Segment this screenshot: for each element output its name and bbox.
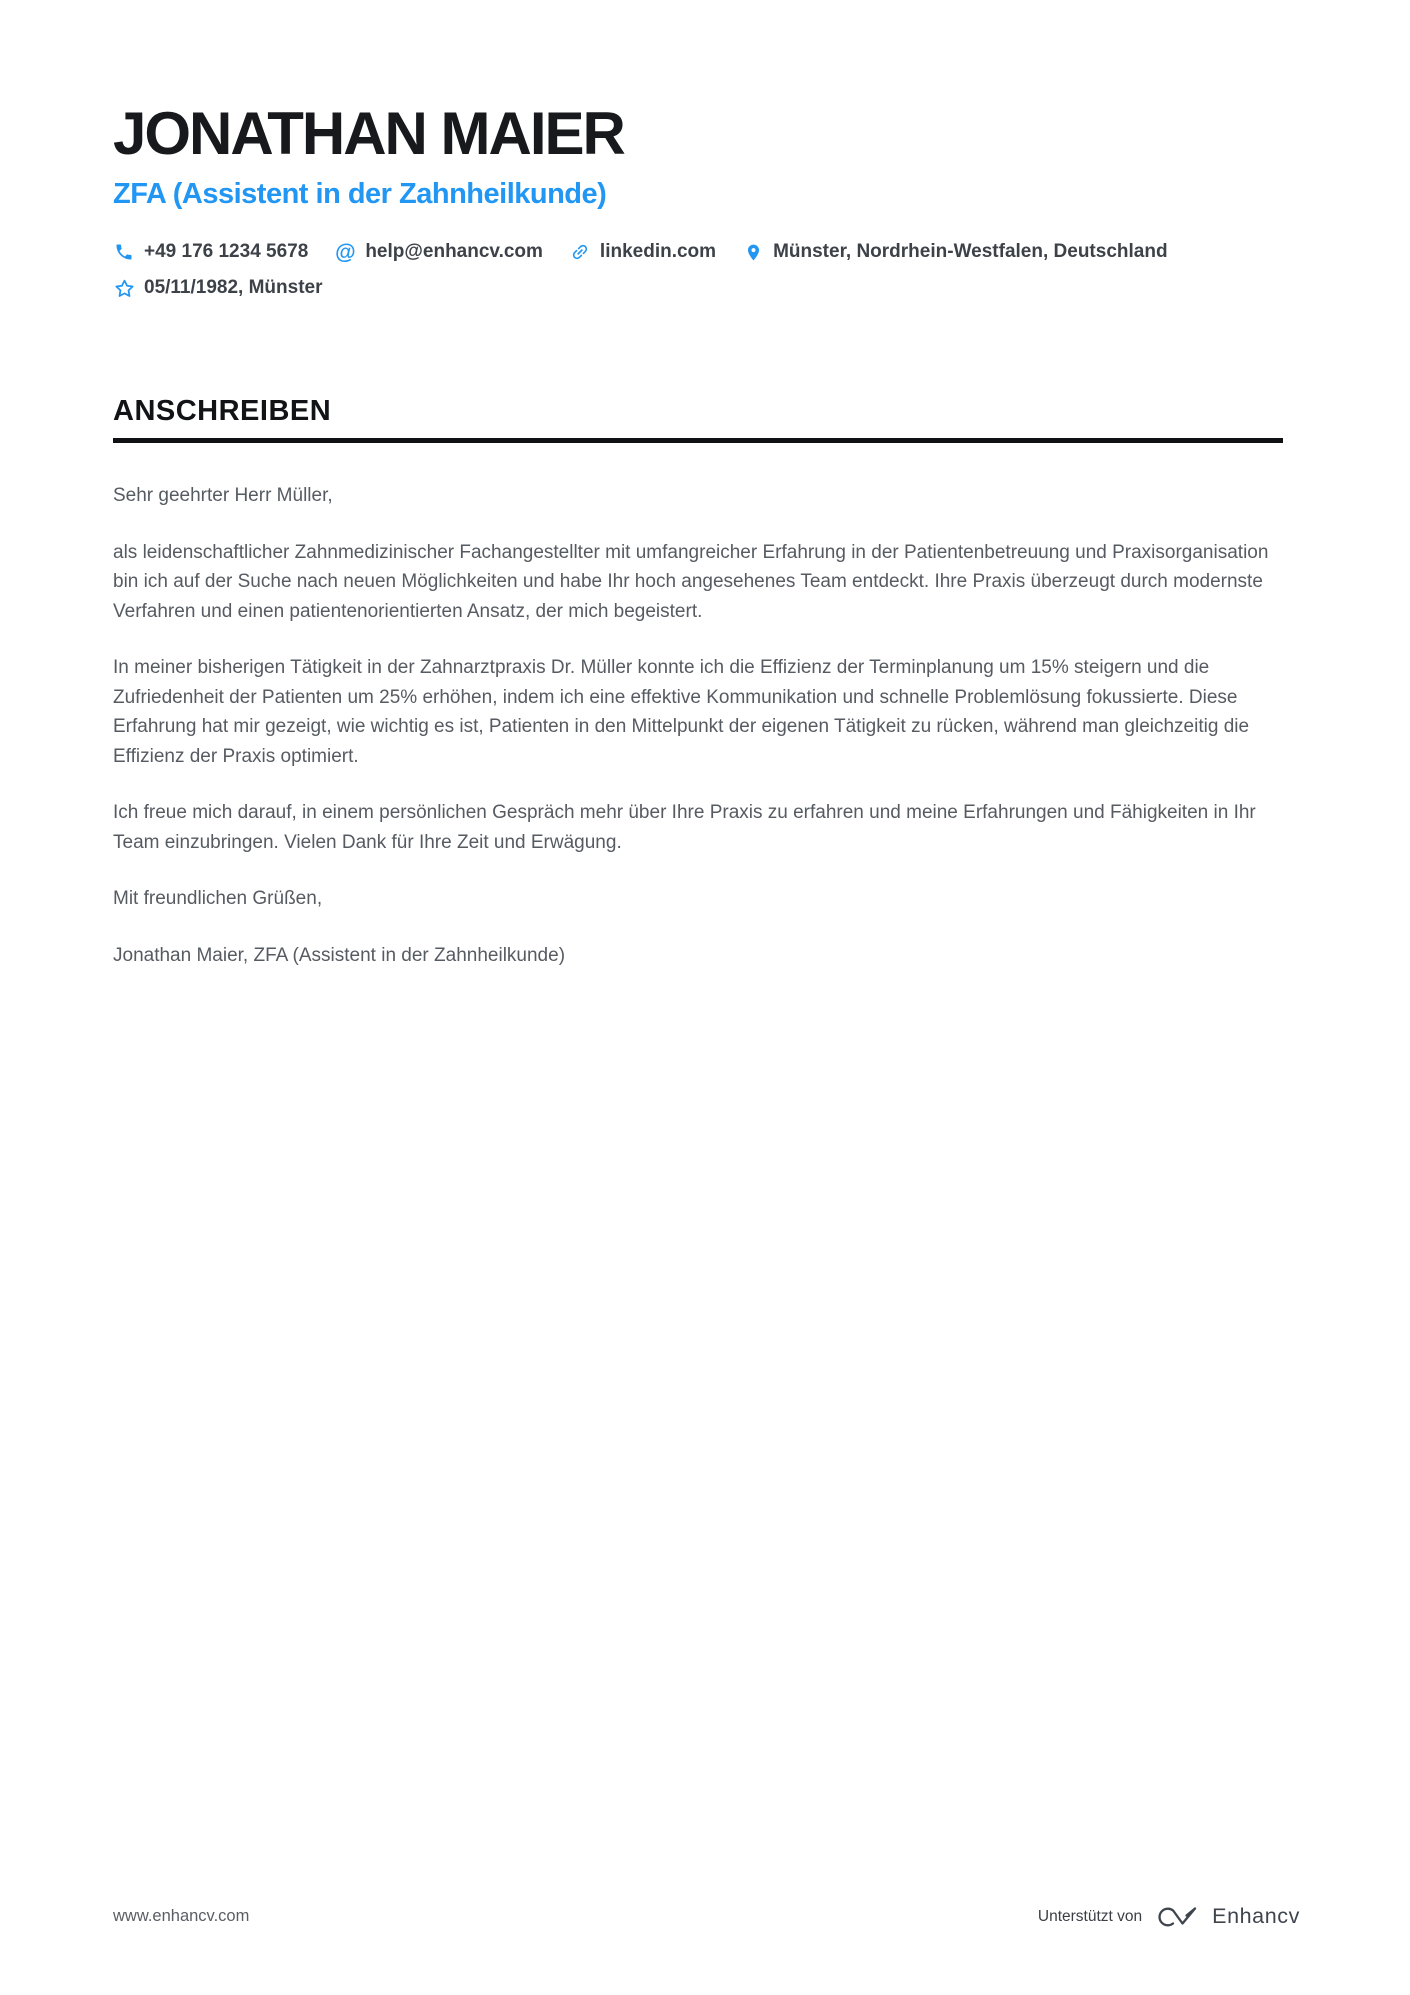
letter-paragraph: als leidenschaftlicher Zahnmedizinischer Fachangestellter mit umfangreicher Erfahrung in der Patientenbetreuung und Praxisorganisation bin ich auf der Suche nach neuen Möglichkeiten und habe Ihr hoch angesehenes Team entdeckt. Ihre Praxis überzeugt durch modernste Verfahren und einen patientenorientierten Ansatz, der mich begeistert. [113, 541, 1269, 622]
letter-signature: Jonathan Maier, ZFA (Assistent in der Zahnheilkunde) [113, 944, 566, 966]
letter-paragraph: In meiner bisherigen Tätigkeit in der Zahnarztpraxis Dr. Müller konnte ich die Effizienz der Terminplanung um 15% steigern und die Zufriedenheit der Patienten um 25% erhöhen, indem ich eine effektive Kommunikation und schnelle Problemlösung fokussierte. Diese Erfahrung hat mir gezeigt, wie wichtig es ist, Patienten in den Mittelpunkt der eigenen Tätigkeit zu rücken, während man gleichzeitig die Effizienz der Praxis optimiert. [113, 657, 1250, 767]
star-icon [113, 277, 135, 299]
phone-icon [113, 241, 135, 263]
contact-row-2 [113, 277, 1283, 299]
location-icon [742, 241, 764, 263]
page-content [0, 0, 1410, 970]
letter-closing: Mit freundlichen Grüßen, [113, 888, 323, 909]
contact-email-label: help@enhancv.com [365, 241, 543, 262]
person-name: JONATHAN MAIER [113, 100, 624, 167]
contact-linkedin[interactable] [569, 241, 716, 263]
contact-location-label: Münster, Nordrhein-Westfalen, Deutschland [773, 241, 1168, 262]
footer-website-link[interactable]: www.enhancv.com [113, 1907, 250, 1925]
contact-phone [113, 241, 308, 263]
letter-body [113, 481, 1283, 970]
contact-linkedin-label: linkedin.com [599, 241, 717, 262]
footer-brand-group[interactable] [1038, 1904, 1300, 1929]
footer-attribution-label: Unterstützt von [1037, 1907, 1143, 1925]
email-icon: @ [335, 240, 356, 264]
enhancv-wordmark: Enhancv [1212, 1904, 1300, 1928]
contact-email[interactable] [334, 241, 543, 263]
contact-birthdate-label: 05/11/1982, Münster [144, 277, 323, 298]
contact-location [742, 241, 1167, 263]
contact-row-1 [113, 241, 1283, 263]
link-icon [569, 241, 591, 263]
contact-phone-label: +49 176 1234 5678 [144, 241, 309, 262]
enhancv-logo-icon [1154, 1905, 1200, 1929]
letter-greeting: Sehr geehrter Herr Müller, [113, 485, 333, 506]
contact-birthdate [113, 277, 323, 299]
header [113, 100, 1283, 299]
section-heading-anschreiben: ANSCHREIBEN [113, 395, 1283, 443]
page-footer [113, 1904, 1300, 1929]
job-title: ZFA (Assistent in der Zahnheilkunde) [113, 178, 607, 210]
letter-paragraph: Ich freue mich darauf, in einem persönlichen Gespräch mehr über Ihre Praxis zu erfahren und meine Erfahrungen und Fähigkeiten in Ihr Team einzubringen. Vielen Dank für Ihre Zeit und Erwägung. [113, 802, 1256, 853]
